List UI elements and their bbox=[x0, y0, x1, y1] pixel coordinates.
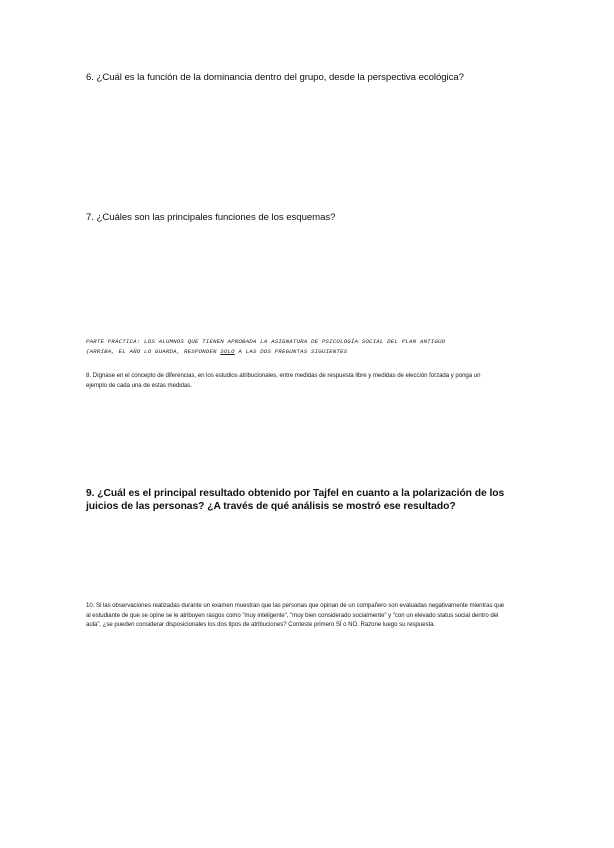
question-7: 7. ¿Cuáles son las principales funciones de los esquemas? bbox=[86, 212, 336, 223]
practical-part-header-text-a: (ARRIBA, EL AÑO LO GUARDA, RESPONDEN bbox=[86, 348, 221, 355]
question-6: 6. ¿Cuál es la función de la dominancia dentro del grupo, desde la perspectiva ecológica? bbox=[86, 72, 464, 83]
practical-part-header-text-c: A LAS DOS PREGUNTAS SIGUIENTES bbox=[234, 348, 348, 355]
practical-part-header-line-2 bbox=[86, 347, 347, 357]
practical-part-header-line-1: PARTE PRACTICA: LOS ALUMNOS QUE TIENEN APROBADA LA ASIGNATURA DE PSICOLOGÍA SOCIAL DEL PLAN ANTIGUO bbox=[86, 338, 446, 345]
question-9: 9. ¿Cuál es el principal resultado obtenido por Tajfel en cuanto a la polarización de los juicios de las personas? ¿A través de qué análisis se mostró ese resultado? bbox=[86, 488, 505, 512]
question-10: 10. Si las observaciones realizadas durante un examen muestran que las personas que opinan de un compañero son evaluadas negativamente mientras que al estudiante de que se opine se le atribuyen rasgos como "muy inteligente", "muy bien considerado socialmente" y "con un elevado status social dentro del aula", ¿se pueden considerar disposicionales los dos tipos de atribuciones? Conteste primero SÍ o NO. Razone luego su respuesta. bbox=[86, 602, 505, 628]
practical-part-header-underlined: SOLO bbox=[220, 348, 235, 355]
question-8: 8. Dígnase en el concepto de diferencias, en los estudios atribucionales, entre medidas de respuesta libre y medidas de elección forzada y ponga un ejemplo de cada una de estas medidas. bbox=[86, 372, 481, 389]
